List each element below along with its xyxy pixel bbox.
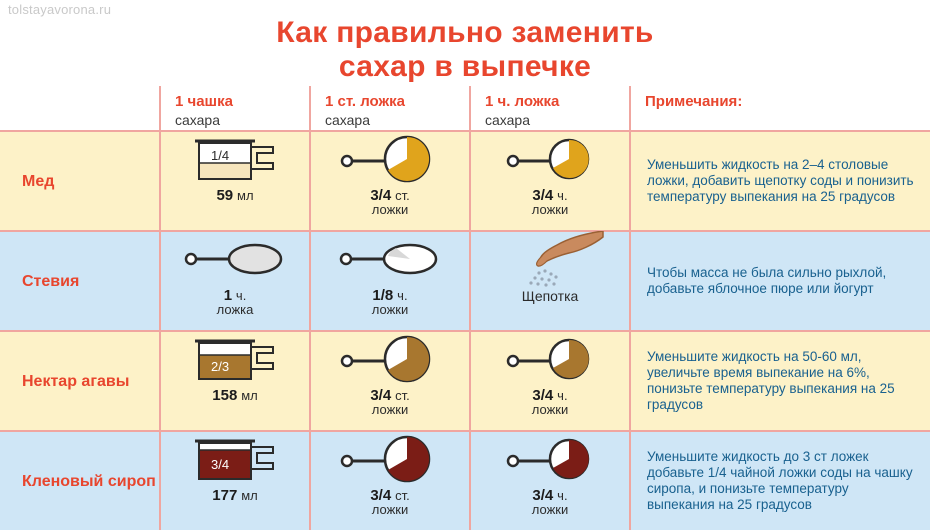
header-teaspoon-label	[471, 86, 629, 129]
stevia-tbsp-caption	[311, 288, 469, 317]
substitution-table	[0, 86, 930, 530]
honey-tsp-unit: ч.	[557, 188, 568, 203]
header-cup-sub: сахара	[175, 112, 220, 128]
spoon-icon	[471, 332, 629, 386]
spoon-icon	[471, 132, 629, 186]
cell-agave-cup	[160, 331, 310, 431]
stevia-tbsp-amount: 1/8	[372, 287, 394, 304]
watermark: tolstayavorona.ru	[8, 2, 112, 17]
agave-tbsp-unit: ст.	[395, 388, 410, 403]
agave-tsp-unit: ч.	[557, 388, 568, 403]
agave-tbsp-caption	[311, 388, 469, 417]
row-label-cell-maple	[0, 431, 160, 530]
header-cell-teaspoon	[470, 86, 630, 131]
measuring-cup-icon	[161, 132, 309, 186]
stevia-note-text: Чтобы масса не была сильно рыхлой, добавьте яблочное пюре или йогурт	[647, 265, 887, 296]
spoon-icon	[311, 332, 469, 386]
stevia-cup-unit: ч.	[235, 288, 247, 303]
maple-tsp-caption	[471, 488, 629, 517]
maple-note-text: Уменьшите жидкость до 3 ст ложек добавьте 1/4 чайной ложки соды на чашку сиропа, и понизьте температуру выпекания на 25 градусов	[647, 449, 913, 512]
page-title	[0, 16, 930, 84]
maple-tbsp-amount: 3/4	[370, 487, 392, 504]
maple-tsp-unit: ч.	[557, 488, 568, 503]
header-tablespoon-label	[311, 86, 469, 129]
cell-maple-teaspoon	[470, 431, 630, 530]
row-name-honey: Мед	[22, 172, 55, 190]
agave-tbsp-unit2: ложки	[371, 402, 409, 417]
table-row	[0, 131, 930, 231]
stevia-cup-unit2: ложка	[216, 302, 254, 317]
row-name-maple: Кленовый сироп	[22, 472, 156, 490]
spoon-icon	[311, 432, 469, 486]
row-label-cell-stevia	[0, 231, 160, 331]
measuring-cup-icon	[161, 332, 309, 386]
honey-tsp-unit2: ложки	[531, 202, 569, 217]
agave-tsp-caption	[471, 388, 629, 417]
header-tablespoon-main: 1 ст. ложка	[325, 93, 405, 110]
header-tablespoon-sub: сахара	[325, 112, 370, 128]
cell-agave-tablespoon	[310, 331, 470, 431]
header-cup-label	[161, 86, 309, 129]
agave-tbsp-amount: 3/4	[370, 387, 392, 404]
cell-maple-tablespoon	[310, 431, 470, 530]
agave-note-text: Уменьшите жидкость на 50-60 мл, увеличьте время выпекание на 6%, понизьте температуру выпекания на 25 градусов	[647, 349, 895, 412]
table-row	[0, 331, 930, 431]
honey-cup-amount: 59	[216, 187, 234, 204]
table-row	[0, 431, 930, 530]
maple-cup-caption	[161, 488, 309, 503]
agave-cup-amount: 158	[212, 387, 238, 404]
cell-honey-tablespoon	[310, 131, 470, 231]
table-row	[0, 231, 930, 331]
header-cell-tablespoon	[310, 86, 470, 131]
cell-agave-note	[630, 331, 930, 431]
maple-tbsp-caption	[311, 488, 469, 517]
header-teaspoon-sub: сахара	[485, 112, 530, 128]
title-line-2: сахар в выпечке	[338, 50, 592, 83]
maple-tsp-unit2: ложки	[531, 502, 569, 517]
title-line-1: Как правильно заменить	[276, 16, 654, 49]
cell-agave-teaspoon	[470, 331, 630, 431]
header-cell-notes	[630, 86, 930, 131]
agave-tsp-unit2: ложки	[531, 402, 569, 417]
svg-text:1/4: 1/4	[211, 148, 230, 163]
spoon-icon	[311, 132, 469, 186]
stevia-tbsp-unit: ч.	[397, 288, 408, 303]
cell-stevia-cup	[160, 231, 310, 331]
honey-tbsp-caption	[311, 188, 469, 217]
honey-cup-unit: мл	[237, 188, 254, 203]
maple-cup-amount: 177	[212, 487, 238, 504]
cell-honey-cup	[160, 131, 310, 231]
agave-tsp-amount: 3/4	[532, 387, 554, 404]
agave-cup-unit: мл	[241, 388, 258, 403]
header-cell-ingredient	[0, 86, 160, 131]
maple-tbsp-unit: ст.	[395, 488, 410, 503]
svg-text:2/3: 2/3	[211, 359, 230, 374]
cell-maple-note	[630, 431, 930, 530]
cell-stevia-tablespoon	[310, 231, 470, 331]
honey-note-text: Уменьшить жидкость на 2–4 столовые ложки, добавить щепотку соды и понизить температуру выпекания на 25 градусов	[647, 157, 914, 204]
table-body	[0, 131, 930, 530]
honey-tbsp-unit: ст.	[395, 188, 410, 203]
header-teaspoon-main: 1 ч. ложка	[485, 93, 560, 110]
cell-stevia-note	[630, 231, 930, 331]
stevia-tsp-caption: Щепотка	[521, 288, 579, 304]
cell-honey-note	[630, 131, 930, 231]
header-cup-main: 1 чашка	[175, 93, 233, 110]
cell-maple-cup	[160, 431, 310, 530]
svg-text:3/4: 3/4	[211, 457, 230, 472]
maple-tbsp-unit2: ложки	[371, 502, 409, 517]
spoon-icon	[161, 232, 309, 286]
row-name-agave: Нектар агавы	[22, 372, 130, 390]
header-cell-cup	[160, 86, 310, 131]
spoon-icon	[311, 232, 469, 286]
maple-tsp-amount: 3/4	[532, 487, 554, 504]
honey-tbsp-amount: 3/4	[370, 187, 392, 204]
honey-tbsp-unit2: ложки	[371, 202, 409, 217]
header-ingredient-label	[0, 86, 159, 92]
stevia-cup-caption	[161, 288, 309, 317]
row-label-cell-agave	[0, 331, 160, 431]
agave-cup-caption	[161, 388, 309, 403]
header-notes-label: Примечания:	[645, 93, 743, 110]
measuring-cup-icon	[161, 432, 309, 486]
stevia-cup-amount: 1	[223, 287, 233, 304]
row-label-cell-honey	[0, 131, 160, 231]
pinch-hand-icon	[471, 232, 629, 286]
cell-stevia-teaspoon	[470, 231, 630, 331]
honey-tsp-caption	[471, 188, 629, 217]
honey-cup-caption	[161, 188, 309, 203]
table-header	[0, 86, 930, 131]
spoon-icon	[471, 432, 629, 486]
cell-honey-teaspoon	[470, 131, 630, 231]
honey-tsp-amount: 3/4	[532, 187, 554, 204]
maple-cup-unit: мл	[241, 488, 258, 503]
stevia-tbsp-unit2: ложки	[371, 302, 409, 317]
row-name-stevia: Стевия	[22, 272, 80, 290]
